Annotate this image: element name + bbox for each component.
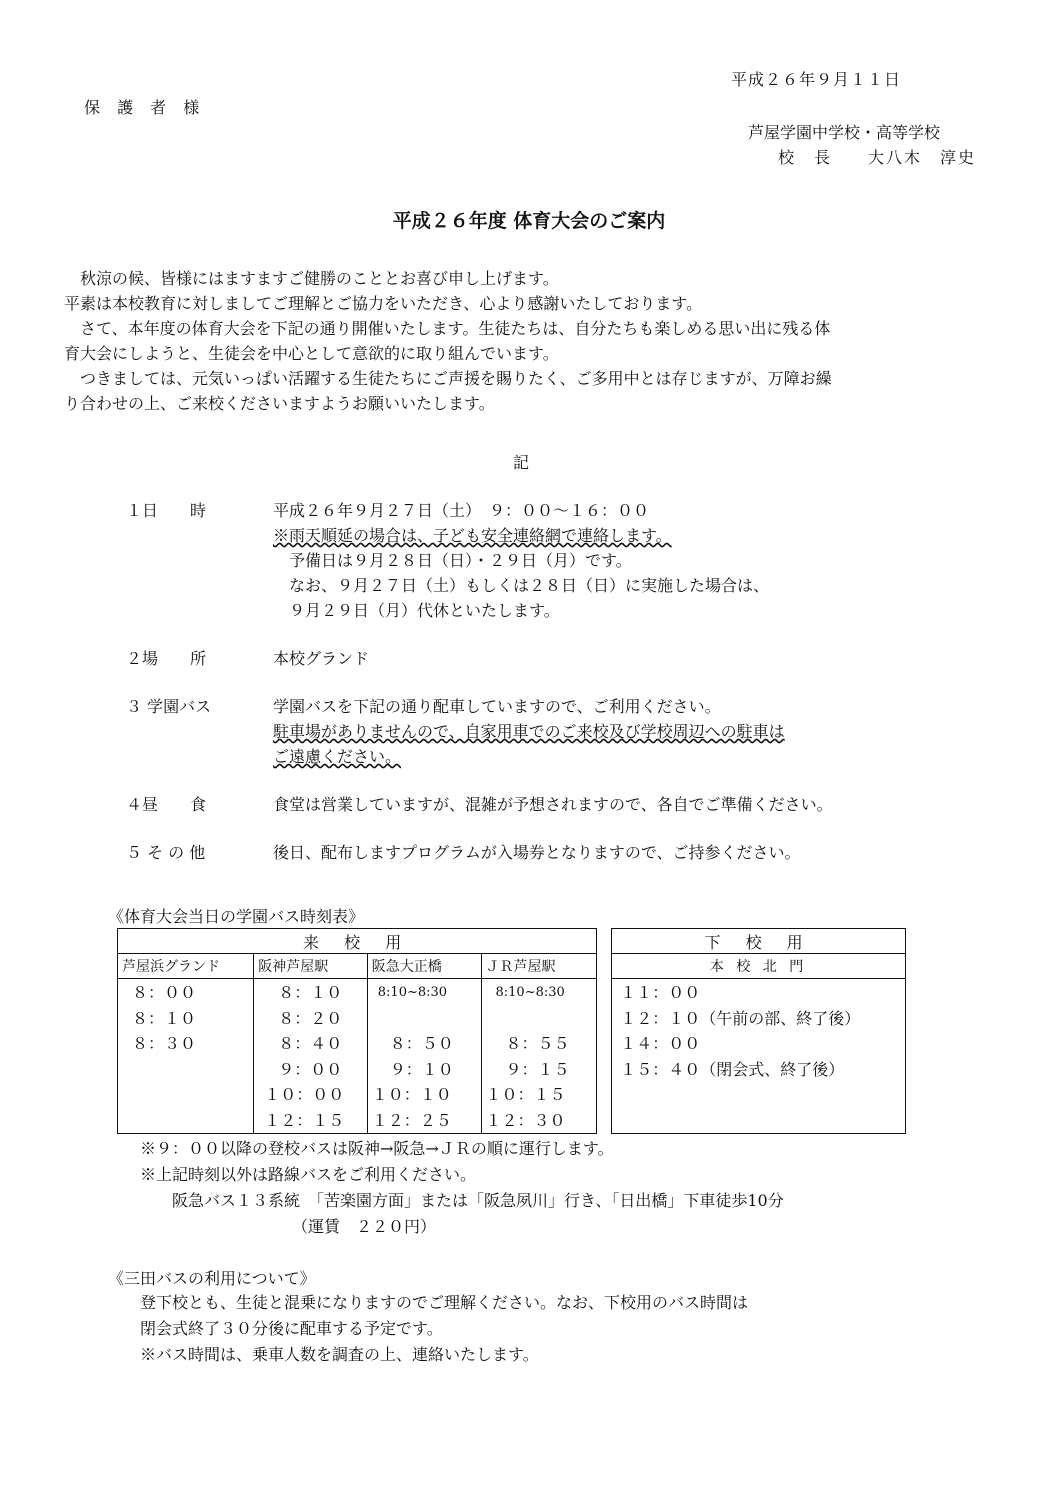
document-title: 平成２６年度 体育大会のご案内	[392, 210, 666, 232]
item-text: 学園バスを下記の通り配車していますので、ご利用ください。	[273, 697, 721, 716]
sanda-bus-title: 《三田バスの利用について》	[108, 1269, 316, 1288]
body-line: 平素は本校教育に対しましてご理解とご協力をいただき、心より感謝いたしております。	[64, 294, 703, 313]
column-header: 阪急大正橋	[367, 954, 481, 979]
sanda-bus-info	[140, 1290, 748, 1368]
item-label: ５ そ の 他	[126, 843, 206, 862]
time-cell: １１：００	[620, 983, 701, 1002]
column-header: ＪＲ芦屋駅	[481, 954, 597, 979]
time-cell: ８：００	[132, 983, 197, 1002]
rain-note: ※雨天順延の場合は、子ども安全連絡網で連絡します。	[273, 526, 672, 545]
note-line: 阪急バス１３系統 「苦楽園方面」または「阪急夙川」行き、「日出橋」下車徒歩10分	[140, 1191, 784, 1210]
note-line: ※９：００以降の登校バスは阪神→阪急→ＪＲの順に運行します。	[140, 1139, 614, 1158]
item-label: ２場 所	[126, 649, 207, 668]
issue-date: 平成２６年９月１１日	[731, 70, 902, 89]
time-cell: ８：１０	[278, 983, 343, 1002]
body-line: 秋涼の候、皆様にはますますご健勝のこととお喜び申し上げます。	[64, 269, 559, 288]
time-cell: ９：１５	[505, 1059, 570, 1079]
time-cell: ８：４０	[278, 1034, 343, 1053]
hankyu-times	[367, 979, 481, 1134]
timetable-notes	[140, 1136, 784, 1240]
sanda-line: 登下校とも、生徒と混乗になりますのでご理解ください。なお、下校用のバス時間は	[140, 1293, 749, 1312]
column-header: 阪神芦屋駅	[254, 954, 368, 979]
north-gate-times	[612, 979, 906, 1134]
time-cell: １２：２５	[371, 1110, 452, 1130]
time-cell: １０：００	[264, 1085, 345, 1104]
time-cell	[372, 1006, 477, 1032]
time-cell: ８：３０	[132, 1034, 197, 1053]
bus-timetable	[117, 928, 906, 1134]
note-line: （運賃 ２２０円）	[140, 1217, 437, 1236]
timetable-title: 《体育大会当日の学園バス時刻表》	[108, 907, 365, 926]
time-cell: ８：２０	[278, 1008, 343, 1028]
sanda-line: 閉会式終了３０分後に配車する予定です。	[140, 1319, 443, 1338]
item-text: 後日、配布しますプログラムが入場券となりますので、ご持参ください。	[273, 843, 801, 862]
hanshin-times	[254, 979, 368, 1134]
time-cell: １２：１０（午前の部、終了後）	[620, 1008, 861, 1028]
parking-note-2: ご遠慮ください。	[273, 747, 402, 766]
time-cell: 8:10~8:30	[495, 985, 565, 1000]
time-cell: 8:10~8:30	[377, 985, 448, 1000]
principal-name: 校 長 大八木 淳史	[778, 148, 977, 167]
item-text: 本校グランド	[273, 649, 370, 668]
body-line: さて、本年度の体育大会を下記の通り開催いたします。生徒たちは、自分たちも楽しめる思い出に残る体	[64, 319, 831, 338]
time-cell: １２：１５	[264, 1110, 345, 1130]
arrival-header: 来 校 用	[118, 929, 597, 954]
departure-header: 下 校 用	[612, 929, 906, 954]
jr-times	[481, 979, 597, 1134]
parking-note: 駐車場がありませんので、自家用車でのご来校及び学校周辺への駐車は	[273, 722, 785, 741]
item-label: ４昼 食	[126, 795, 207, 814]
time-cell: ８：５０	[389, 1034, 454, 1053]
reserve-days: 予備日は９月２８日（日）・２９日（月）です。	[273, 551, 632, 570]
column-header: 芦屋浜グランド	[118, 954, 254, 979]
ashiyahama-times	[118, 979, 254, 1134]
time-cell	[486, 1006, 593, 1032]
ki-heading: 記	[513, 453, 530, 472]
body-line: つきましては、元気いっぱい活躍する生徒たちにご声援を賜りたく、ご多用中とは存じますが、万障お繰	[64, 369, 832, 388]
school-name: 芦屋学園中学校・高等学校	[748, 123, 941, 142]
time-cell: ９：１０	[389, 1059, 454, 1079]
time-cell: １４：００	[620, 1034, 701, 1053]
body-line: 育大会にしようと、生徒会を中心として意欲的に取り組んでいます。	[64, 344, 559, 363]
time-cell: ９：００	[278, 1059, 343, 1079]
time-cell: １５：４０（閉会式、終了後）	[620, 1059, 845, 1079]
column-header: 本 校 北 門	[612, 954, 906, 979]
recipient: 保 護 者 様	[84, 98, 206, 117]
time-cell: １２：３０	[485, 1110, 566, 1130]
holiday-note: なお、９月２７日（土）もしくは２８日（日）に実施した場合は、	[273, 576, 770, 595]
item-label: １日 時	[126, 501, 207, 520]
item-text: 食堂は営業していますが、混雑が予想されますので、各自でご準備ください。	[273, 795, 833, 814]
time-cell: １０：１５	[485, 1085, 566, 1104]
sanda-line: ※バス時間は、乗車人数を調査の上、連絡いたします。	[140, 1345, 539, 1364]
body-line: り合わせの上、ご来校くださいますようお願いいたします。	[64, 394, 495, 413]
time-cell: １０：１０	[371, 1085, 452, 1104]
item-label: ３ 学園バス	[126, 697, 212, 716]
item-text: 平成２６年９月２７日（土） ９：００～１６：００	[273, 501, 650, 520]
holiday-note-2: ９月２９日（月）代休といたします。	[273, 601, 560, 620]
greeting-body	[64, 266, 832, 416]
note-line: ※上記時刻以外は路線バスをご利用ください。	[140, 1165, 477, 1184]
time-cell: ８：５５	[505, 1034, 570, 1053]
time-cell: ８：１０	[132, 1008, 197, 1028]
